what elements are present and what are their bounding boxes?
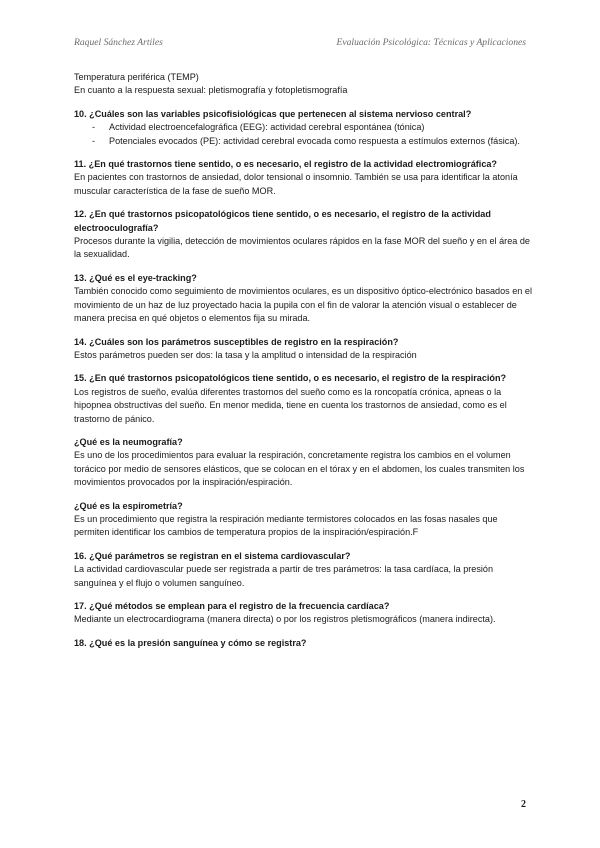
page-header <box>74 37 526 51</box>
answer-text: La actividad cardiovascular puede ser registrada a partir de tres parámetros: la tasa cardíaca, la presión sanguínea y el flujo o volumen sanguíneo. <box>74 564 494 588</box>
question-heading: 12. ¿En qué trastornos psicopatológicos tiene sentido, o es necesario, el registro de la actividad electrooculografía? <box>74 209 491 233</box>
bullet-list <box>74 121 534 148</box>
header-title: Evaluación Psicológica: Técnicas y Aplicaciones <box>336 37 526 48</box>
section-11 <box>74 158 534 198</box>
question-heading: 16. ¿Qué parámetros se registran en el sistema cardiovascular? <box>74 550 351 561</box>
intro-line: En cuanto a la respuesta sexual: pletismografía y fotopletismografía <box>74 85 348 96</box>
answer-text: Mediante un electrocardiograma (manera directa) o por los registros pletismográficos (manera indirecta). <box>74 614 496 625</box>
intro-line: Temperatura periférica (TEMP) <box>74 72 199 82</box>
question-heading: 14. ¿Cuáles son los parámetros susceptibles de registro en la respiración? <box>74 336 399 347</box>
question-heading: 13. ¿Qué es el eye-tracking? <box>74 272 197 283</box>
answer-text: Procesos durante la vigilia, detección de movimientos oculares rápidos en la fase MOR del sueño y en el área de la sexualidad. <box>74 236 530 260</box>
page-number: 2 <box>521 799 526 810</box>
question-heading: 11. ¿En qué trastornos tiene sentido, o es necesario, el registro de la actividad electromiográfica? <box>74 159 497 170</box>
section-espirometria <box>74 500 534 540</box>
section-15 <box>74 372 534 426</box>
question-heading: 18. ¿Qué es la presión sanguínea y cómo se registra? <box>74 637 307 648</box>
answer-text: Los registros de sueño, evalúa diferentes trastornos del sueño como es la roncopatía crónica, apneas o la hipopnea obstructivas del sueño. En menor medida, tiene en cuenta los trastornos de ansiedad, como es el trastorno de pánico. <box>74 386 507 424</box>
question-heading: 15. ¿En qué trastornos psicopatológicos tiene sentido, o es necesario, el registro de la respiración? <box>74 373 507 384</box>
question-heading: ¿Qué es la neumografía? <box>74 436 183 447</box>
section-10 <box>74 108 534 148</box>
answer-text: Es un procedimiento que registra la respiración mediante termistores colocados en las fosas nasales que permiten identificar los cambios de temperatura propios de la inspiración/espiración.F <box>74 513 498 538</box>
section-16 <box>74 550 534 590</box>
answer-text: Es uno de los procedimientos para evaluar la respiración, concretamente registra los cambios en el volumen torácico por medio de sensores elásticos, que se colocan en el tórax y en el abdomen, los cuales transmiten los movimientos provocados por la inspiración/espiración. <box>74 450 525 488</box>
header-author: Raquel Sánchez Artiles <box>74 37 163 48</box>
answer-text: Estos parámetros pueden ser dos: la tasa y la amplitud o intensidad de la respiración <box>74 349 417 360</box>
section-14 <box>74 336 534 363</box>
section-18 <box>74 637 534 650</box>
section-17 <box>74 600 534 627</box>
section-12 <box>74 208 534 262</box>
section-neumografia <box>74 436 534 490</box>
document-body <box>74 71 534 650</box>
question-heading: 17. ¿Qué métodos se emplean para el registro de la frecuencia cardíaca? <box>74 601 390 611</box>
answer-text: En pacientes con trastornos de ansiedad, dolor tensional o insomnio. También se usa para identificar la atonía muscular característica de la fase de sueño MOR. <box>74 172 518 196</box>
answer-text: También conocido como seguimiento de movimientos oculares, es un dispositivo óptico-electrónico basados en el movimiento de un haz de luz proyectado hacia la pupila con el fin de valorar la atención visual o establecer de manera precisa en qué objetos o elementos fija su mirada. <box>74 286 532 324</box>
bullet-item: - Potenciales evocados (PE): actividad cerebral evocada como respuesta a estímulos externos (fásica). <box>74 135 534 148</box>
question-heading: 10. ¿Cuáles son las variables psicofisiológicas que pertenecen al sistema nervioso central? <box>74 108 472 119</box>
intro-block <box>74 71 534 98</box>
bullet-item: - Actividad electroencefalográfica (EEG): actividad cerebral espontánea (tónica) <box>74 121 534 134</box>
question-heading: ¿Qué es la espirometría? <box>74 500 183 511</box>
section-13 <box>74 272 534 326</box>
